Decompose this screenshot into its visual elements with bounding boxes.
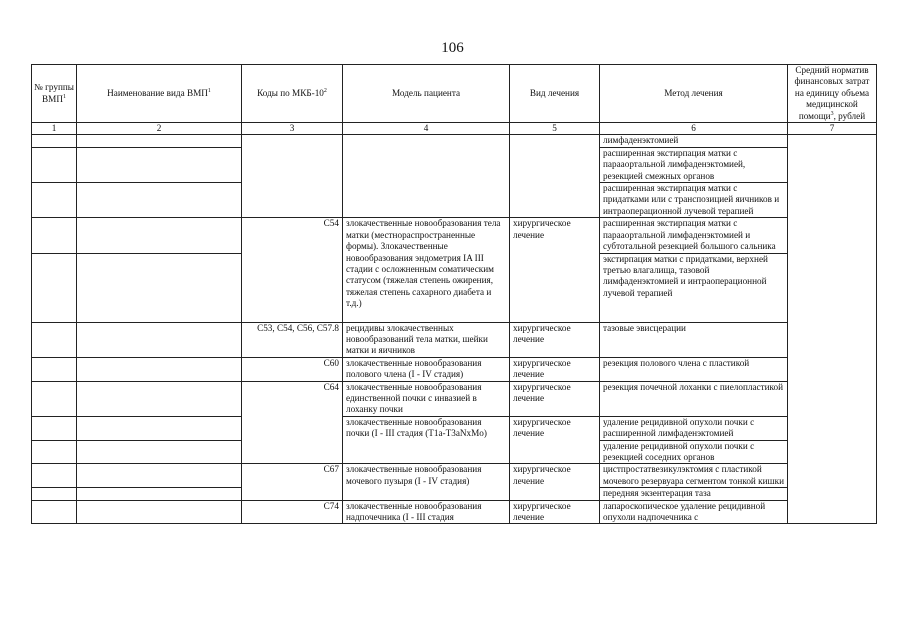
method-cell: расширенная экстирпация матки с парааортальной лимфаденэктомией и субтотальной резекцией большого сальника — [600, 218, 788, 253]
model-cell: злокачественные новообразования почки (I - III стадия (T1a-T3aNxMo) — [343, 416, 510, 464]
code-cell: С54 — [242, 218, 343, 322]
header-treatment: Вид лечения — [510, 65, 600, 123]
model-cell: злокачественные новообразования надпочечника (I - III стадия — [343, 500, 510, 524]
model-cell: рецидивы злокачественных новообразований тела матки, шейки матки и яичников — [343, 322, 510, 357]
code-cell: С53, С54, С56, С57.8 — [242, 322, 343, 357]
header-codes: Коды по МКБ-$10^2$ — [242, 65, 343, 123]
treatment-cell: хирургическое лечение — [510, 357, 600, 381]
code-cell: С74 — [242, 500, 343, 524]
treatment-cell: хирургическое лечение — [510, 416, 600, 464]
header-norm: Средний норматив финансовых затрат на единицу объема медицинской помощи$^3$, рублей — [788, 65, 877, 123]
column-numbers-row: 1 2 3 4 5 6 7 — [32, 123, 877, 135]
page-number: 106 — [441, 40, 464, 56]
code-cell: С60 — [242, 357, 343, 381]
table-row — [32, 218, 877, 253]
treatment-cell: хирургическое лечение — [510, 381, 600, 416]
method-cell: удаление рецидивной опухоли почки с расширенной лимфаденэктомией — [600, 416, 788, 440]
table-row — [32, 322, 877, 357]
method-cell: резекция полового члена с пластикой — [600, 357, 788, 381]
treatment-cell: хирургическое лечение — [510, 218, 600, 322]
table-row — [32, 135, 877, 147]
model-cell: злокачественные новообразования единственной почки с инвазией в лоханку почки — [343, 381, 510, 416]
method-cell: расширенная экстирпация матки с парааортальной лимфаденэктомией, резекцией смежных органов — [600, 147, 788, 182]
table-row — [32, 381, 877, 416]
model-cell: злокачественные новообразования тела матки (местнораспространенные формы). Злокачественные новообразования эндометрия IA III стадии с осложненным соматическим статусом (тяжелая степень ожирения, тяжелая степень сахарного диабета и т.д.) — [343, 218, 510, 322]
model-cell: злокачественные новообразования полового члена (I - IV стадия) — [343, 357, 510, 381]
code-cell: С67 — [242, 464, 343, 500]
header-model: Модель пациента — [343, 65, 510, 123]
table-row — [32, 464, 877, 488]
method-cell: цистпростатвезикулэктомия с пластикой мочевого резервуара сегментом тонкой кишки — [600, 464, 788, 488]
header-group: № группы ВМП$^1$ — [32, 65, 77, 123]
header-name: Наименование вида ВМП$^1$ — [77, 65, 242, 123]
method-cell: тазовые эвисцерации — [600, 322, 788, 357]
vmp-table — [31, 64, 877, 524]
treatment-cell: хирургическое лечение — [510, 464, 600, 500]
treatment-cell: хирургическое лечение — [510, 322, 600, 357]
method-cell: экстирпация матки с придатками, верхней третью влагалища, тазовой лимфаденэктомией и интраоперационной лучевой терапией — [600, 253, 788, 322]
header-method: Метод лечения — [600, 65, 788, 123]
method-cell: удаление рецидивной опухоли почки с резекцией соседних органов — [600, 440, 788, 464]
code-cell: С64 — [242, 381, 343, 464]
table-row — [32, 416, 877, 440]
table-row — [32, 357, 877, 381]
treatment-cell: хирургическое лечение — [510, 500, 600, 524]
method-cell: лимфаденэктомией — [600, 135, 788, 147]
method-cell: резекция почечной лоханки с пиелопластикой — [600, 381, 788, 416]
header-row — [32, 65, 877, 123]
method-cell: расширенная экстирпация матки с придатками или с транспозицией яичников и интраоперационной лучевой терапией — [600, 183, 788, 218]
method-cell: лапароскопическое удаление рецидивной опухоли надпочечника с — [600, 500, 788, 524]
model-cell: злокачественные новообразования мочевого пузыря (I - IV стадия) — [343, 464, 510, 500]
method-cell: передняя экзентерация таза — [600, 488, 788, 500]
table-row — [32, 500, 877, 524]
